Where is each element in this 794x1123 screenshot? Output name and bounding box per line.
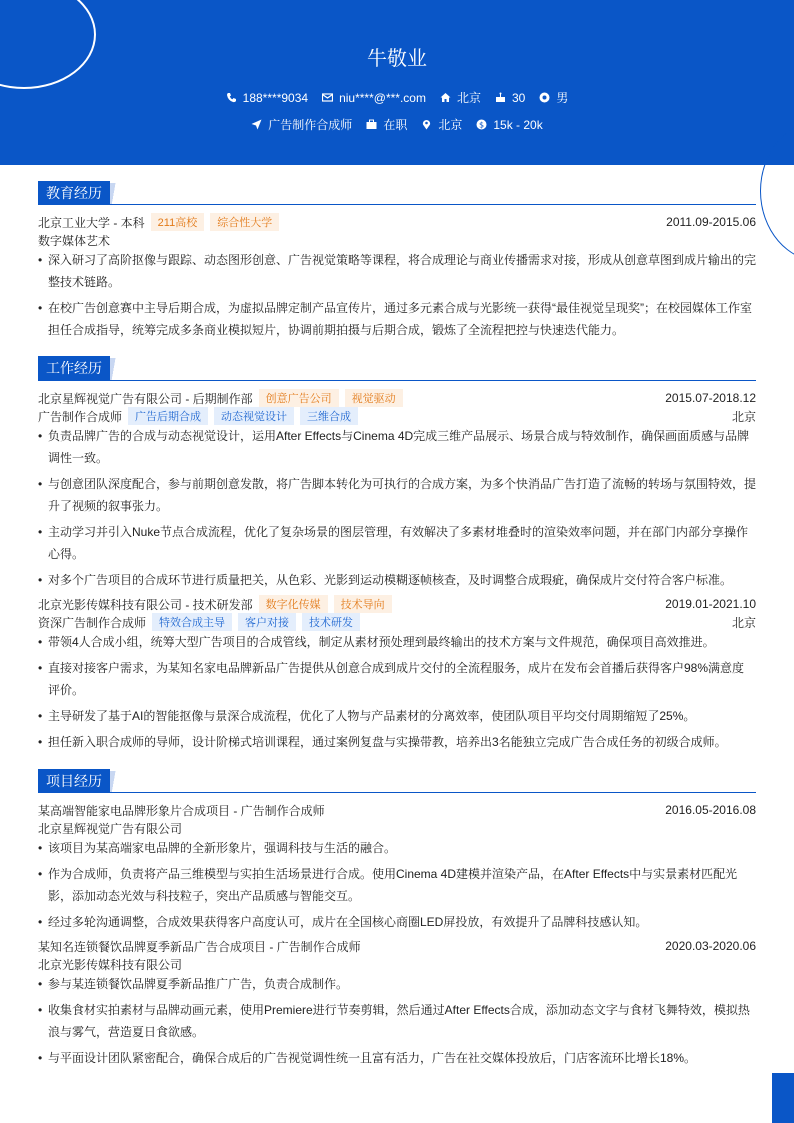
- section-title: 项目经历: [38, 769, 110, 793]
- role-tag: 客户对接: [238, 613, 296, 631]
- school-name: 北京工业大学 - 本科: [38, 215, 145, 230]
- list-item: • 直接对接客户需求，为某知名家电品牌新品广告提供从创意合成到成片交付的全流程服务，成片在发布会首播后获得客户98%满意度评价。: [38, 657, 756, 701]
- job-role: [38, 407, 756, 425]
- project-company: [38, 819, 756, 837]
- section-work: [38, 358, 120, 380]
- candidate-name: 牛敬业: [367, 48, 427, 70]
- list-item: • 经过多轮沟通调整，合成效果获得客户高度认可，成片在全国核心商圈LED屏投放，有效提升了品牌科技感认知。: [38, 911, 756, 933]
- company-tag: 数字化传媒: [259, 595, 328, 613]
- role-tag: 特效合成主导: [152, 613, 232, 631]
- money-icon: [476, 119, 487, 130]
- project-company-name: 北京光影传媒科技有限公司: [38, 957, 183, 972]
- intent-city: 北京: [421, 116, 462, 133]
- contact-phone: 188****9034: [226, 91, 308, 105]
- section-title: 教育经历: [38, 181, 110, 205]
- project-date: 2016.05-2016.08: [665, 803, 756, 817]
- role-name: 广告制作合成师: [38, 409, 123, 424]
- intent-status: 在职: [366, 116, 407, 133]
- section-title: 工作经历: [38, 356, 110, 380]
- project-header: [38, 801, 756, 819]
- job-city: 北京: [731, 615, 756, 630]
- role-tag: 技术研发: [302, 613, 360, 631]
- resume-header: [0, 0, 794, 165]
- section-title-decoration: [110, 183, 120, 205]
- section-title-decoration: [110, 771, 120, 793]
- phone-icon: [226, 92, 237, 103]
- company-tag: 技术导向: [334, 595, 392, 613]
- list-item: • 负责品牌广告的合成与动态视觉设计，运用After Effects与Cinema 4D完成三维产品展示、场景合成与特效制作，确保画面质感与品牌调性一致。: [38, 425, 756, 469]
- contact-age: 30: [495, 91, 525, 105]
- job-date: 2015.07-2018.12: [665, 391, 756, 405]
- contact-gender: 男: [539, 89, 568, 106]
- home-icon: [440, 92, 451, 103]
- education-major: [38, 231, 756, 249]
- list-item: • 在校广告创意赛中主导后期合成，为虚拟品牌定制产品宣传片，通过多元素合成与光影统一获得“最佳视觉呈现奖”；在校园媒体工作室担任合成指导，统筹完成多条商业模拟短片，协调前期拍摄与后期合成，锻炼了全流程把控与快速迭代能力。: [38, 297, 756, 341]
- role-tag: 广告后期合成: [128, 407, 208, 425]
- project-company: [38, 955, 756, 973]
- contact-row: [0, 89, 794, 106]
- major-name: 数字媒体艺术: [38, 233, 111, 248]
- education-header: [38, 213, 756, 231]
- job-header: [38, 595, 756, 613]
- project-header: [38, 937, 756, 955]
- section-divider: [38, 204, 756, 205]
- list-item: • 收集食材实拍素材与品牌动画元素，使用Premiere进行节奏剪辑，然后通过After Effects合成，添加动态文字与食材飞舞特效，模拟热浪与雾气，营造夏日食欲感。: [38, 999, 756, 1043]
- send-icon: [251, 119, 262, 130]
- intent-row: [0, 116, 794, 133]
- project-date: 2020.03-2020.06: [665, 939, 756, 953]
- project-title: 某高端智能家电品牌形象片合成项目 - 广告制作合成师: [38, 803, 325, 818]
- list-item: • 担任新入职合成师的导师，设计阶梯式培训课程，通过案例复盘与实操带教，培养出3名能独立完成广告合成任务的初级合成师。: [38, 731, 756, 753]
- list-item: • 与平面设计团队紧密配合，确保合成后的广告视觉调性统一且富有活力，广告在社交媒体投放后，门店客流环比增长18%。: [38, 1047, 756, 1069]
- list-item: • 深入研习了高阶抠像与跟踪、动态图形创意、广告视觉策略等课程，将合成理论与商业传播需求对接，形成从创意草图到成片输出的完整技术链路。: [38, 249, 756, 293]
- job-date: 2019.01-2021.10: [665, 597, 756, 611]
- decorative-corner-bar: [772, 1073, 794, 1123]
- company-name: 北京星辉视觉广告有限公司 - 后期制作部: [38, 391, 253, 406]
- education-date: 2011.09-2015.06: [666, 215, 756, 229]
- company-tag: 视觉驱动: [345, 389, 403, 407]
- list-item: • 参与某连锁餐饮品牌夏季新品推广广告，负责合成制作。: [38, 973, 756, 995]
- list-item: • 带领4人合成小组，统筹大型广告项目的合成管线，制定从素材预处理到最终输出的技术方案与文件规范，确保项目高效推进。: [38, 631, 756, 653]
- section-education: [38, 183, 120, 205]
- project-title: 某知名连锁餐饮品牌夏季新品广告合成项目 - 广告制作合成师: [38, 939, 361, 954]
- project-company-name: 北京星辉视觉广告有限公司: [38, 821, 183, 836]
- job-header: [38, 389, 756, 407]
- cake-icon: [495, 92, 506, 103]
- list-item: • 与创意团队深度配合，参与前期创意发散，将广告脚本转化为可执行的合成方案，为多个快消品广告打造了流畅的转场与氛围特效，提升了视频的叙事张力。: [38, 473, 756, 517]
- role-tag: 动态视觉设计: [214, 407, 294, 425]
- briefcase-icon: [366, 119, 377, 130]
- section-project: [38, 771, 120, 793]
- job-role: [38, 613, 756, 631]
- list-item: • 主动学习并引入Nuke节点合成流程，优化了复杂场景的图层管理，有效解决了多素材堆叠时的渲染效率问题，并在部门内部分享操作心得。: [38, 521, 756, 565]
- job-city: 北京: [731, 409, 756, 424]
- mail-icon: [322, 92, 333, 103]
- section-title-decoration: [110, 358, 120, 380]
- contact-city: 北京: [440, 89, 481, 106]
- list-item: • 作为合成师，负责将产品三维模型与实拍生活场景进行合成。使用Cinema 4D建模并渲染产品，在After Effects中与实景素材匹配光影，添加动态光效与科技粒子，突出产品质感与智能交互。: [38, 863, 756, 907]
- contact-email: niu****@***.com: [322, 91, 426, 105]
- list-item: • 主导研发了基于AI的智能抠像与景深合成流程，优化了人物与产品素材的分离效率，使团队项目平均交付周期缩短了25%。: [38, 705, 756, 727]
- location-pin-icon: [421, 119, 432, 130]
- section-divider: [38, 380, 756, 381]
- intent-salary: $ 15k - 20k: [476, 118, 542, 132]
- company-tag: 创意广告公司: [259, 389, 339, 407]
- section-divider: [38, 792, 756, 793]
- role-tag: 三维合成: [300, 407, 358, 425]
- school-tag: 综合性大学: [210, 213, 279, 231]
- role-name: 资深广告制作合成师: [38, 615, 147, 630]
- list-item: • 该项目为某高端家电品牌的全新形象片，强调科技与生活的融合。: [38, 837, 756, 859]
- svg-text:$: $: [479, 120, 485, 130]
- school-tag: 211高校: [151, 213, 205, 231]
- list-item: • 对多个广告项目的合成环节进行质量把关，从色彩、光影到运动模糊逐帧核查，及时调整合成瑕疵，确保成片交付符合客户标准。: [38, 569, 756, 591]
- gender-icon: [539, 92, 550, 103]
- intent-position: 广告制作合成师: [251, 116, 352, 133]
- company-name: 北京光影传媒科技有限公司 - 技术研发部: [38, 597, 253, 612]
